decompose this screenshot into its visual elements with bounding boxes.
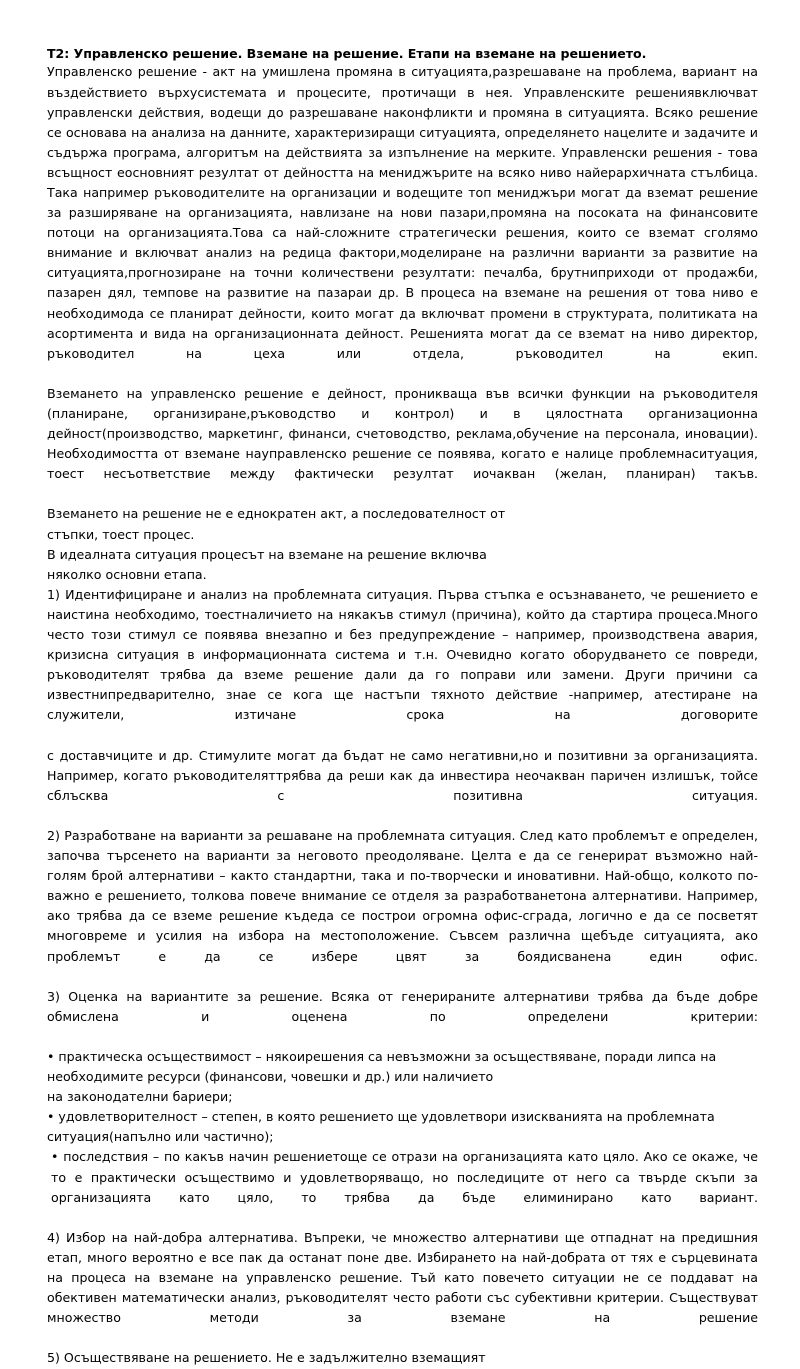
bullet-paragraph: • последствия – по какъв начин решениетоще се отрази на организацията като цяло. Ако се окаже, че то е практически осъществимо и удовлетворяващо, но последиците от него са твърде скъпи за организацията като цяло, то трябва да бъде елиминирано като вариант. <box>51 1149 758 1205</box>
bullet-paragraph: на законодателни бариери; <box>47 1089 233 1105</box>
body-paragraph: 4) Избор на най-добра алтернатива. Въпреки, че множество алтернативи ще отпаднат на предишния етап, много вероятно е все пак да останат поне две. Избирането на най-добрата от тях е сърцевината на процеса на вземане на управленско решение. Тъй като повечето ситуации не се поддават на обективен математически анализ, ръководителят често работи със субективни критерии. Съществуват множество методи за вземане на решение <box>47 1229 758 1326</box>
body-paragraph: 2) Разработване на варианти за решаване на проблемната ситуация. След като проблемът е определен, започва търсенето на варианти за неговото преодоляване. Целта е да се генерират възможно най-голям брой алтернативи – както стандартни, така и по-творчески и иновативни. Най-общо, колкото по-важно е решението, толкова повече внимание се отделя за разработванетона алтернативи. Например, ако трябва да се вземе решение къдеда се построи огромна офис-сграда, логично е да се посветят многовреме и усилия на избора на местоположение. Съвсем различна щебъде ситуацията, ако проблемът е да се избере цвят за боядисванена един офис. <box>47 827 758 964</box>
body-paragraph: Управленско решение - акт на умишлена промяна в ситуацията,разрешаване на проблема, вариант на въздействието върхусистемата и процесите, протичащи в нея. Управленските решениявключват управленски действия, водещи до разрешаване наконфликти и промяна в ситуацията. Всяко решение се основава на анализа на данните, характеризиращи ситуацията, определянето нацелите и задачите и съдържа програма, алгоритъм на действията за изпълнение на мерките. Управленски решения - това всъщност еосновният резултат от дейността на мениджърите на всяко ниво найерархичната стълбица. Така например ръководителите на организации и водещите топ мениджъри могат да вземат решение за разширяване на организацията, навлизане на нови пазари,промяна на посоката на финансовите потоци на организацията.Това са най-сложните стратегически решения, които се вземат сголямо внимание и включват анализ на редица фактори,моделиране на различни варианти за развитие на ситуацията,прогнозиране на точни количествени резултати: печалба, брутниприходи от продажби, пазарен дял, темпове на развитие на пазараи др. В процеса на вземане на решения от това ниво е необходимода се планират дейности, които могат да включват промени в структурата, политиката на асортимента и вида на организационната дейност. Решенията могат да се вземат на ниво директор, ръководител на цеха или отдела, ръководител на екип. <box>47 64 758 361</box>
body-paragraph: Вземането на решение не е еднократен акт, а последователност от <box>47 506 506 522</box>
body-paragraph: 3) Оценка на вариантите за решение. Всяка от генерираните алтернативи трябва да бъде добре обмислена и оценена по определени критерии: <box>47 988 758 1024</box>
body-paragraph: Вземането на управленско решение е дейност, проникваща във всички функции на ръководителя (планиране, организиране,ръководство и контрол) и в цялостната организационна дейност(производство, маркетинг, финанси, счетоводство, реклама,обучение на персонала, иновации). Необходимостта от вземане науправленско решение се появява, когато е налице проблемнаситуация, тоест несъответствие между фактически резултат иочакван (желан, планиран) такъв. <box>47 385 758 482</box>
body-paragraph: В идеалната ситуация процесът на вземане на решение включва <box>47 546 487 562</box>
body-paragraph: с доставчиците и др. Стимулите могат да бъдат не само негативни,но и позитивни за организацията. Например, когато ръководителяттрябва да реши как да инвестира неочакван паричен излишък, тойсе сблъсква с позитивна ситуация. <box>47 747 758 803</box>
document-body <box>47 62 758 1368</box>
body-paragraph: стъпки, тоест процес. <box>47 526 195 542</box>
body-paragraph: 1) Идентифициране и анализ на проблемната ситуация. Първа стъпка е осъзнаването, че решението е наистина необходимо, тоестналичието на някакъв стимул (причина), който да стартира процеса.Много често този стимул се появява внезапно и без предупреждение – например, производствена авария, кризисна ситуация в информационната система и т.н. Очевидно когато оборудването се повреди, ръководителят трябва да вземе решение дали да го поправи или замени. Други причини са известнипредварително, знае се кога ще настъпи тяхното действие -например, атестиране на служители, изтичане срока на договорите <box>47 586 758 723</box>
bullet-paragraph: • практическа осъществимост – някоирешения са невъзможни за осъществяване, поради липса на необходимите ресурси (финансови, човешки и др.) или наличието <box>47 1049 717 1085</box>
body-paragraph: няколко основни етапа. <box>47 566 207 582</box>
body-paragraph: 5) Осъществяване на решението. Не е задължително вземащият <box>47 1350 486 1366</box>
bullet-paragraph: • удовлетворителност – степен, в която решението ще удовлетвори изискванията на проблемната ситуация(напълно или частично); <box>47 1109 715 1145</box>
page-title: T2: Управленско решение. Вземане на решение. Етапи на вземане на решението. <box>47 46 647 61</box>
